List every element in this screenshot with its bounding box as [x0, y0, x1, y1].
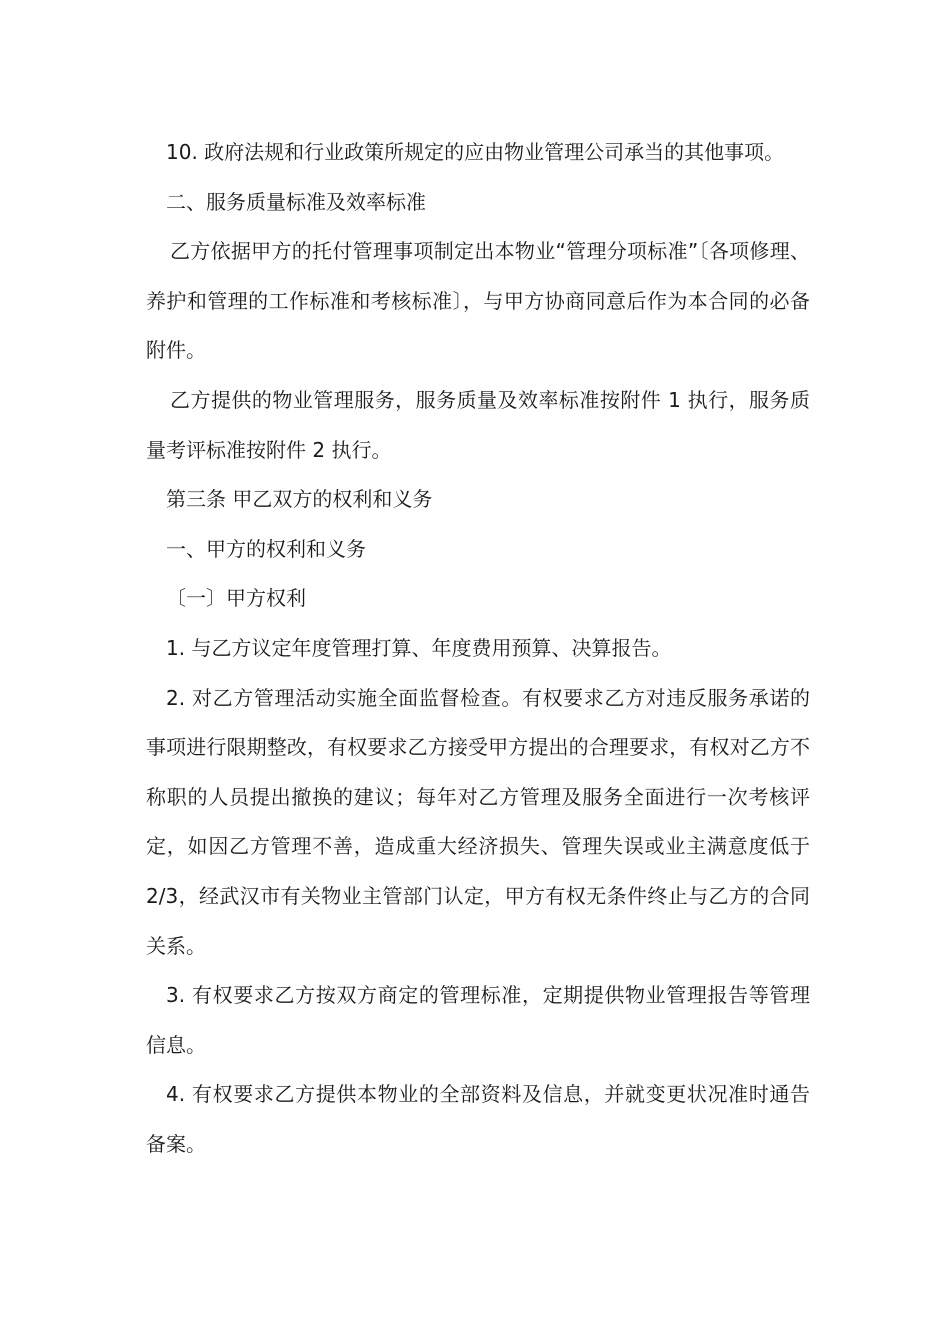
- section-heading-party-a: 一、甲方的权利和义务: [166, 536, 366, 561]
- list-item-1: 1. 与乙方议定年度管理打算、年度费用预算、决算报告。: [166, 635, 672, 660]
- list-item-2: 2. 对乙方管理活动实施全面监督检查。有权要求乙方对违反服务承诺的事项进行限期整改，有权要求乙方接受甲方提出的合理要求，有权对乙方不称职的人员提出撤换的建议；每年对乙方管理及服务全面进行一次考核评定，如因乙方管理不善，造成重大经济损失、管理失误或业主满意度低于 2/3，经武汉市有关物业主管部门认定，甲方有权无条件终止与乙方的合同关系。: [146, 685, 810, 958]
- list-item-3: 3. 有权要求乙方按双方商定的管理标准，定期提供物业管理报告等管理信息。: [146, 983, 810, 1057]
- list-item-4: 4. 有权要求乙方提供本物业的全部资料及信息，并就变更状况准时通告备案。: [146, 1082, 810, 1156]
- paragraph-attachments: 乙方提供的物业管理服务，服务质量及效率标准按附件 1 执行，服务质量考评标准按附件 2 执行。: [146, 387, 810, 462]
- document-body: [146, 128, 810, 1169]
- paragraph-item-10: 10. 政府法规和行业政策所规定的应由物业管理公司承当的其他事项。: [166, 140, 785, 164]
- section-heading-service-quality: 二、服务质量标准及效率标准: [166, 189, 426, 214]
- subsection-heading-party-a-rights: 〔一〕甲方权利: [166, 586, 306, 611]
- article-heading-3: 第三条 甲乙双方的权利和义务: [166, 487, 433, 512]
- paragraph-standards: 乙方依据甲方的托付管理事项制定出本物业“管理分项标准”〔各项修理、养护和管理的工作标准和考核标准〕，与甲方协商同意后作为本合同的必备附件。: [146, 239, 810, 363]
